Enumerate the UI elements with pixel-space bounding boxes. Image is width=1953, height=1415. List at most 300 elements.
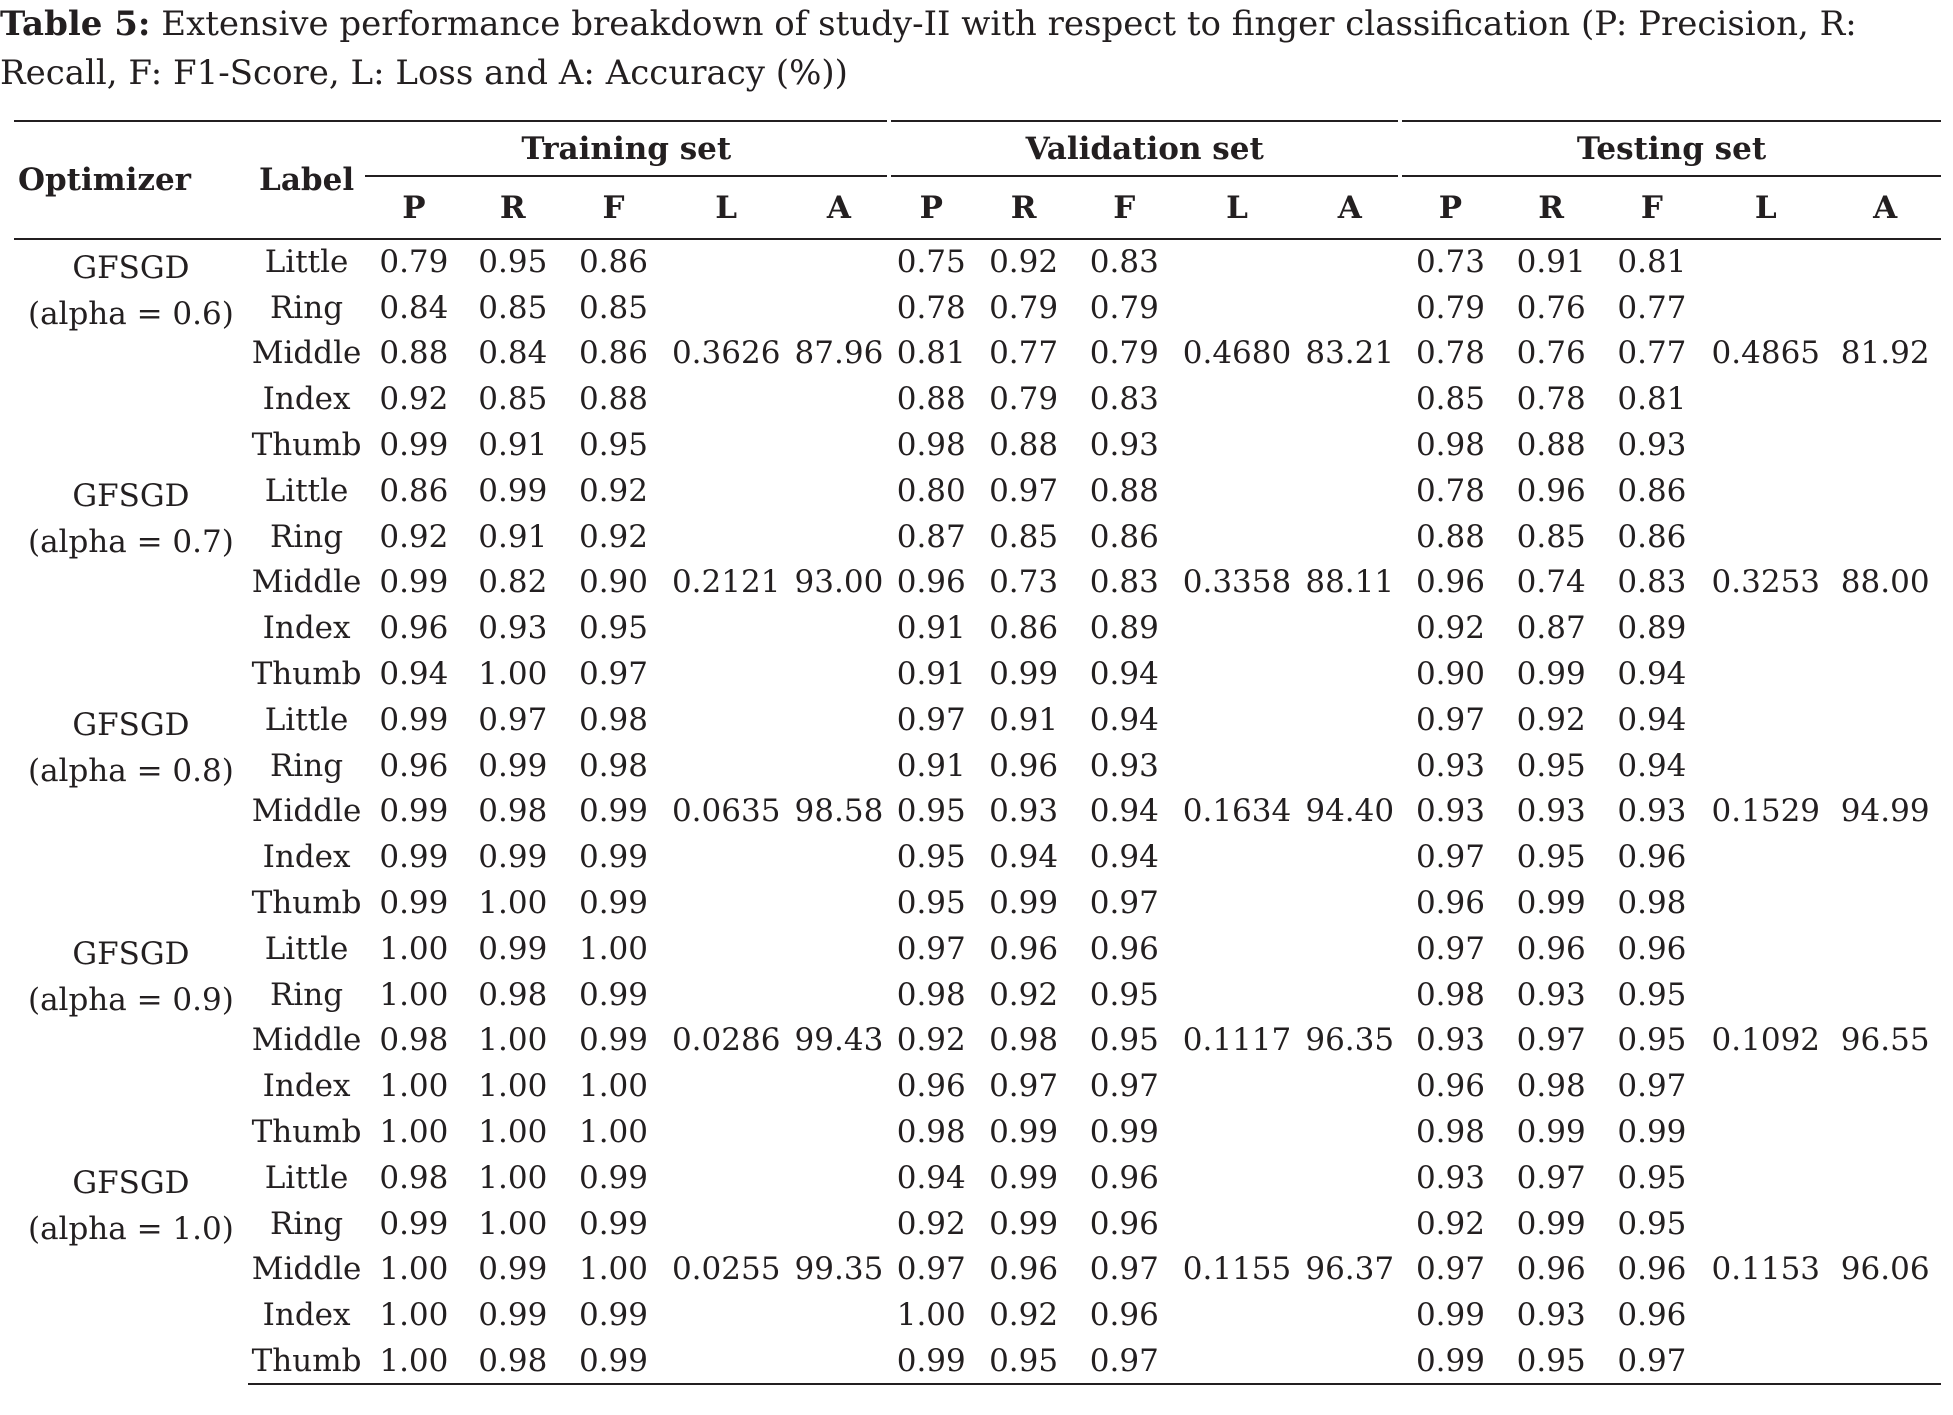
train-f1-cell: 1.00 xyxy=(578,1114,649,1151)
test-precision-cell: 0.97 xyxy=(1415,930,1485,967)
val-recall-cell: 0.98 xyxy=(989,1022,1059,1059)
train-loss-cell xyxy=(664,834,789,880)
train-f1-cell: 0.98 xyxy=(578,747,649,784)
val-loss-cell xyxy=(1175,422,1300,468)
val-precision-cell: 0.78 xyxy=(896,289,966,326)
header-validation-set: Validation set xyxy=(889,121,1400,176)
train-accuracy-cell xyxy=(789,880,890,926)
test-loss-cell xyxy=(1702,239,1829,285)
finger-label-cell: Thumb xyxy=(251,656,362,693)
optimizer-name: GFSGD xyxy=(72,706,190,743)
metric-header: R xyxy=(1501,176,1602,239)
val-precision-cell: 0.91 xyxy=(896,610,966,647)
test-recall-cell: 0.91 xyxy=(1516,244,1586,281)
train-loss-cell xyxy=(664,239,789,285)
train-f1-cell: 0.99 xyxy=(578,885,649,922)
test-recall-cell: 0.97 xyxy=(1516,1022,1586,1059)
optimizer-name: GFSGD xyxy=(72,1164,190,1201)
train-accuracy-cell: 87.96 xyxy=(794,335,884,372)
train-f1-cell: 0.95 xyxy=(578,610,649,647)
train-f1-cell: 0.90 xyxy=(578,564,649,601)
train-accuracy-cell: 93.00 xyxy=(794,564,884,601)
table-row xyxy=(14,1292,1941,1338)
train-precision-cell: 1.00 xyxy=(379,1251,449,1288)
train-accuracy-cell: 98.58 xyxy=(794,793,884,830)
train-precision-cell: 0.99 xyxy=(379,885,449,922)
test-accuracy-cell xyxy=(1829,1338,1941,1384)
test-loss-cell xyxy=(1702,422,1829,468)
test-loss-cell xyxy=(1702,605,1829,651)
test-f1-cell: 0.98 xyxy=(1617,885,1687,922)
finger-label-cell: Ring xyxy=(270,1205,344,1242)
train-recall-cell: 0.85 xyxy=(478,289,548,326)
val-recall-cell: 0.88 xyxy=(989,427,1059,464)
finger-label-cell: Little xyxy=(264,472,349,509)
train-precision-cell: 0.92 xyxy=(379,381,449,418)
optimizer-name: GFSGD xyxy=(72,935,190,972)
val-loss-cell: 0.4680 xyxy=(1182,335,1292,372)
val-accuracy-cell xyxy=(1299,1063,1400,1109)
test-f1-cell: 0.97 xyxy=(1617,1068,1687,1105)
train-loss-cell xyxy=(664,1155,789,1201)
val-f1-cell: 0.89 xyxy=(1089,610,1159,647)
val-recall-cell: 0.79 xyxy=(989,381,1059,418)
train-recall-cell: 1.00 xyxy=(478,656,548,693)
test-precision-cell: 0.90 xyxy=(1415,656,1485,693)
train-loss-cell xyxy=(664,651,789,697)
finger-label-cell: Index xyxy=(262,610,351,647)
table-row xyxy=(14,1063,1941,1109)
optimizer-cell xyxy=(14,697,248,926)
optimizer-alpha: (alpha = 0.7) xyxy=(27,523,234,560)
train-loss-cell xyxy=(664,1338,789,1384)
test-accuracy-cell xyxy=(1829,1155,1941,1201)
test-recall-cell: 0.93 xyxy=(1516,976,1586,1013)
train-precision-cell: 0.99 xyxy=(379,701,449,738)
table-container xyxy=(14,120,1941,1385)
val-f1-cell: 0.93 xyxy=(1089,747,1159,784)
val-accuracy-cell xyxy=(1299,1338,1400,1384)
train-precision-cell: 0.99 xyxy=(379,1205,449,1242)
test-loss-cell xyxy=(1702,285,1829,331)
table-row xyxy=(14,743,1941,789)
train-recall-cell: 0.99 xyxy=(478,747,548,784)
caption-text: Extensive performance breakdown of study-II with respect to finger classification (P: Precision, R: Recall, F: F1-Score, L: Loss and A: Accuracy (%)) xyxy=(0,4,1857,93)
train-f1-cell: 0.99 xyxy=(578,1159,649,1196)
test-loss-cell xyxy=(1702,1201,1829,1247)
finger-label-cell: Thumb xyxy=(251,427,362,464)
val-precision-cell: 0.91 xyxy=(896,656,966,693)
test-recall-cell: 0.87 xyxy=(1516,610,1586,647)
train-precision-cell: 0.99 xyxy=(379,839,449,876)
val-precision-cell: 0.92 xyxy=(896,1022,966,1059)
val-precision-cell: 1.00 xyxy=(896,1297,966,1334)
table-row xyxy=(14,697,1941,743)
val-f1-cell: 0.96 xyxy=(1089,1297,1159,1334)
val-f1-cell: 0.97 xyxy=(1089,1068,1159,1105)
val-f1-cell: 0.94 xyxy=(1089,701,1159,738)
test-f1-cell: 0.86 xyxy=(1617,472,1687,509)
val-loss-cell xyxy=(1175,1338,1300,1384)
test-precision-cell: 0.85 xyxy=(1415,381,1485,418)
train-loss-cell xyxy=(664,880,789,926)
val-loss-cell xyxy=(1175,605,1300,651)
train-precision-cell: 1.00 xyxy=(379,930,449,967)
train-loss-cell xyxy=(664,1292,789,1338)
val-f1-cell: 0.94 xyxy=(1089,793,1159,830)
test-precision-cell: 0.73 xyxy=(1415,244,1485,281)
test-precision-cell: 0.96 xyxy=(1415,885,1485,922)
train-loss-cell: 0.0286 xyxy=(671,1022,781,1059)
test-loss-cell xyxy=(1702,468,1829,514)
val-f1-cell: 0.97 xyxy=(1074,1338,1175,1384)
table-row xyxy=(14,789,1941,835)
train-loss-cell: 0.0635 xyxy=(671,793,781,830)
table-row xyxy=(14,285,1941,331)
test-f1-cell: 0.89 xyxy=(1617,610,1687,647)
table-body xyxy=(14,239,1941,1384)
train-accuracy-cell xyxy=(789,651,890,697)
train-recall-cell: 0.82 xyxy=(478,564,548,601)
val-f1-cell: 0.95 xyxy=(1089,1022,1159,1059)
test-precision-cell: 0.98 xyxy=(1415,1114,1485,1151)
train-precision-cell: 0.86 xyxy=(379,472,449,509)
test-recall-cell: 0.93 xyxy=(1516,1297,1586,1334)
metric-header: A xyxy=(789,176,890,239)
val-precision-cell: 0.95 xyxy=(896,793,966,830)
val-recall-cell: 0.94 xyxy=(989,839,1059,876)
optimizer-cell xyxy=(14,239,248,468)
test-loss-cell xyxy=(1702,1063,1829,1109)
val-recall-cell: 0.96 xyxy=(989,747,1059,784)
train-recall-cell: 0.99 xyxy=(478,930,548,967)
test-accuracy-cell: 88.00 xyxy=(1840,564,1930,601)
val-precision-cell: 0.95 xyxy=(896,885,966,922)
train-loss-cell xyxy=(664,422,789,468)
test-f1-cell: 0.94 xyxy=(1617,656,1687,693)
test-f1-cell: 0.77 xyxy=(1617,335,1687,372)
test-recall-cell: 0.88 xyxy=(1516,427,1586,464)
train-precision-cell: 0.98 xyxy=(379,1159,449,1196)
train-f1-cell: 0.92 xyxy=(578,518,649,555)
val-accuracy-cell xyxy=(1299,605,1400,651)
table-row xyxy=(14,468,1941,514)
val-recall-cell: 0.95 xyxy=(973,1338,1074,1384)
table-row xyxy=(14,1201,1941,1247)
train-f1-cell: 0.97 xyxy=(578,656,649,693)
test-loss-cell xyxy=(1702,880,1829,926)
table-row xyxy=(14,1109,1941,1155)
train-recall-cell: 0.91 xyxy=(478,427,548,464)
test-recall-cell: 0.74 xyxy=(1516,564,1586,601)
test-loss-cell xyxy=(1702,926,1829,972)
val-accuracy-cell xyxy=(1299,285,1400,331)
val-precision-cell: 0.92 xyxy=(896,1205,966,1242)
table-row xyxy=(14,926,1941,972)
train-recall-cell: 0.99 xyxy=(478,472,548,509)
test-f1-cell: 0.99 xyxy=(1617,1114,1687,1151)
test-loss-cell xyxy=(1702,743,1829,789)
train-precision-cell: 1.00 xyxy=(365,1338,462,1384)
train-precision-cell: 0.88 xyxy=(379,335,449,372)
test-precision-cell: 0.98 xyxy=(1415,427,1485,464)
val-recall-cell: 0.99 xyxy=(989,885,1059,922)
test-accuracy-cell xyxy=(1829,605,1941,651)
finger-label-cell: Thumb xyxy=(251,885,362,922)
train-precision-cell: 0.84 xyxy=(379,289,449,326)
optimizer-cell xyxy=(14,468,248,697)
test-f1-cell: 0.93 xyxy=(1617,427,1687,464)
test-precision-cell: 0.93 xyxy=(1415,1159,1485,1196)
train-loss-cell xyxy=(664,972,789,1018)
train-loss-cell xyxy=(664,285,789,331)
val-f1-cell: 0.97 xyxy=(1089,885,1159,922)
test-accuracy-cell xyxy=(1829,1201,1941,1247)
finger-label-cell: Ring xyxy=(270,976,344,1013)
train-recall-cell: 1.00 xyxy=(478,1159,548,1196)
val-accuracy-cell xyxy=(1299,651,1400,697)
test-precision-cell: 0.92 xyxy=(1415,1205,1485,1242)
test-accuracy-cell xyxy=(1829,1063,1941,1109)
val-precision-cell: 0.98 xyxy=(896,976,966,1013)
train-accuracy-cell xyxy=(789,972,890,1018)
train-accuracy-cell xyxy=(789,1063,890,1109)
finger-label-cell: Little xyxy=(264,701,349,738)
finger-label-cell: Little xyxy=(264,930,349,967)
test-loss-cell xyxy=(1702,697,1829,743)
val-loss-cell xyxy=(1175,880,1300,926)
test-recall-cell: 0.98 xyxy=(1516,1068,1586,1105)
train-accuracy-cell xyxy=(789,239,890,285)
test-loss-cell xyxy=(1702,1292,1829,1338)
table-row xyxy=(14,1018,1941,1064)
finger-label-cell: Little xyxy=(264,244,349,281)
test-f1-cell: 0.96 xyxy=(1617,1297,1687,1334)
finger-label-cell: Index xyxy=(262,1297,351,1334)
val-accuracy-cell xyxy=(1299,239,1400,285)
val-recall-cell: 0.96 xyxy=(989,1251,1059,1288)
table-row xyxy=(14,972,1941,1018)
table-row xyxy=(14,1338,1941,1384)
train-accuracy-cell xyxy=(789,697,890,743)
val-accuracy-cell: 88.11 xyxy=(1305,564,1395,601)
test-f1-cell: 0.83 xyxy=(1617,564,1687,601)
train-recall-cell: 0.98 xyxy=(462,1338,563,1384)
val-loss-cell xyxy=(1175,697,1300,743)
test-loss-cell: 0.1153 xyxy=(1711,1251,1821,1288)
train-accuracy-cell xyxy=(789,1155,890,1201)
table-row xyxy=(14,376,1941,422)
test-accuracy-cell xyxy=(1829,285,1941,331)
val-precision-cell: 0.87 xyxy=(896,518,966,555)
metric-header: R xyxy=(462,176,563,239)
header-testing-set: Testing set xyxy=(1400,121,1941,176)
test-f1-cell: 0.94 xyxy=(1617,701,1687,738)
val-loss-cell xyxy=(1175,1155,1300,1201)
finger-label-cell: Ring xyxy=(270,747,344,784)
val-loss-cell xyxy=(1175,972,1300,1018)
test-precision-cell: 0.96 xyxy=(1415,564,1485,601)
test-f1-cell: 0.97 xyxy=(1602,1338,1703,1384)
optimizer-alpha: (alpha = 1.0) xyxy=(27,1210,234,1247)
val-precision-cell: 0.95 xyxy=(896,839,966,876)
train-recall-cell: 1.00 xyxy=(478,1205,548,1242)
train-accuracy-cell xyxy=(789,1109,890,1155)
metric-header: F xyxy=(563,176,664,239)
test-recall-cell: 0.99 xyxy=(1516,885,1586,922)
train-accuracy-cell: 99.43 xyxy=(794,1022,884,1059)
train-f1-cell: 1.00 xyxy=(578,930,649,967)
test-precision-cell: 0.96 xyxy=(1415,1068,1485,1105)
finger-label-cell: Middle xyxy=(251,335,362,372)
test-precision-cell: 0.97 xyxy=(1415,839,1485,876)
val-loss-cell xyxy=(1175,1063,1300,1109)
train-accuracy-cell xyxy=(789,376,890,422)
val-f1-cell: 0.83 xyxy=(1089,381,1159,418)
val-f1-cell: 0.96 xyxy=(1089,1205,1159,1242)
val-recall-cell: 0.79 xyxy=(989,289,1059,326)
optimizer-cell xyxy=(14,1155,248,1384)
test-loss-cell: 0.1529 xyxy=(1711,793,1821,830)
test-precision-cell: 0.79 xyxy=(1415,289,1485,326)
finger-label-cell: Thumb xyxy=(251,1114,362,1151)
test-f1-cell: 0.81 xyxy=(1617,244,1687,281)
train-accuracy-cell xyxy=(789,468,890,514)
test-loss-cell: 0.3253 xyxy=(1711,564,1821,601)
table-row xyxy=(14,880,1941,926)
train-recall-cell: 0.97 xyxy=(478,701,548,738)
train-recall-cell: 0.91 xyxy=(478,518,548,555)
test-f1-cell: 0.96 xyxy=(1617,930,1687,967)
optimizer-name: GFSGD xyxy=(72,477,190,514)
test-accuracy-cell xyxy=(1829,1292,1941,1338)
val-f1-cell: 0.83 xyxy=(1089,564,1159,601)
val-accuracy-cell xyxy=(1299,697,1400,743)
finger-label-cell: Index xyxy=(262,381,351,418)
train-loss-cell: 0.3626 xyxy=(671,335,781,372)
val-accuracy-cell xyxy=(1299,834,1400,880)
val-precision-cell: 0.99 xyxy=(889,1338,973,1384)
train-accuracy-cell xyxy=(789,1292,890,1338)
finger-label-cell: Index xyxy=(262,839,351,876)
test-loss-cell xyxy=(1702,376,1829,422)
caption-label: Table 5: xyxy=(0,4,151,44)
val-accuracy-cell xyxy=(1299,468,1400,514)
test-accuracy-cell: 94.99 xyxy=(1840,793,1930,830)
train-precision-cell: 0.99 xyxy=(379,793,449,830)
test-accuracy-cell: 96.06 xyxy=(1840,1251,1930,1288)
test-recall-cell: 0.96 xyxy=(1516,930,1586,967)
val-f1-cell: 0.88 xyxy=(1089,472,1159,509)
finger-label-cell: Thumb xyxy=(248,1338,366,1384)
train-f1-cell: 0.86 xyxy=(578,244,649,281)
table-row xyxy=(14,651,1941,697)
train-f1-cell: 0.99 xyxy=(578,839,649,876)
train-recall-cell: 0.84 xyxy=(478,335,548,372)
val-precision-cell: 0.94 xyxy=(896,1159,966,1196)
metric-header: P xyxy=(889,176,973,239)
val-f1-cell: 0.79 xyxy=(1089,289,1159,326)
test-accuracy-cell xyxy=(1829,743,1941,789)
val-loss-cell xyxy=(1175,1292,1300,1338)
train-loss-cell xyxy=(664,743,789,789)
train-loss-cell xyxy=(664,1109,789,1155)
train-accuracy-cell xyxy=(789,514,890,560)
train-f1-cell: 0.99 xyxy=(578,793,649,830)
val-precision-cell: 0.97 xyxy=(896,930,966,967)
test-loss-cell xyxy=(1702,514,1829,560)
header-label: Label xyxy=(248,121,366,239)
train-f1-cell: 0.85 xyxy=(578,289,649,326)
train-loss-cell xyxy=(664,468,789,514)
val-f1-cell: 0.94 xyxy=(1089,839,1159,876)
optimizer-name: GFSGD xyxy=(72,250,190,286)
val-precision-cell: 0.80 xyxy=(896,472,966,509)
val-precision-cell: 0.97 xyxy=(896,1251,966,1288)
finger-label-cell: Middle xyxy=(251,1251,362,1288)
metric-header: R xyxy=(973,176,1074,239)
test-recall-cell: 0.95 xyxy=(1516,839,1586,876)
finger-label-cell: Little xyxy=(264,1159,349,1196)
test-recall-cell: 0.76 xyxy=(1516,335,1586,372)
test-accuracy-cell xyxy=(1829,651,1941,697)
table-row xyxy=(14,514,1941,560)
val-recall-cell: 0.91 xyxy=(989,701,1059,738)
train-recall-cell: 1.00 xyxy=(478,1022,548,1059)
table-row xyxy=(14,1155,1941,1201)
test-loss-cell xyxy=(1702,1155,1829,1201)
train-recall-cell: 0.85 xyxy=(478,381,548,418)
optimizer-cell xyxy=(14,926,248,1155)
table-row xyxy=(14,834,1941,880)
train-accuracy-cell xyxy=(789,285,890,331)
train-f1-cell: 0.86 xyxy=(578,335,649,372)
test-precision-cell: 0.78 xyxy=(1415,472,1485,509)
metric-header: L xyxy=(1175,176,1300,239)
val-recall-cell: 0.93 xyxy=(989,793,1059,830)
val-accuracy-cell xyxy=(1299,376,1400,422)
val-recall-cell: 0.77 xyxy=(989,335,1059,372)
val-precision-cell: 0.91 xyxy=(896,747,966,784)
train-precision-cell: 1.00 xyxy=(379,1297,449,1334)
test-accuracy-cell xyxy=(1829,697,1941,743)
val-accuracy-cell xyxy=(1299,880,1400,926)
val-f1-cell: 0.83 xyxy=(1089,244,1159,281)
val-accuracy-cell: 96.35 xyxy=(1305,1022,1395,1059)
val-loss-cell: 0.1155 xyxy=(1182,1251,1292,1288)
val-accuracy-cell: 96.37 xyxy=(1305,1251,1395,1288)
test-recall-cell: 0.85 xyxy=(1516,518,1586,555)
test-accuracy-cell xyxy=(1829,422,1941,468)
test-recall-cell: 0.78 xyxy=(1516,381,1586,418)
train-recall-cell: 0.99 xyxy=(478,1297,548,1334)
metric-header: L xyxy=(1702,176,1829,239)
header-optimizer: Optimizer xyxy=(14,121,248,239)
test-accuracy-cell: 96.55 xyxy=(1840,1022,1930,1059)
val-loss-cell xyxy=(1175,376,1300,422)
test-f1-cell: 0.93 xyxy=(1617,793,1687,830)
metric-header: P xyxy=(1400,176,1501,239)
train-recall-cell: 1.00 xyxy=(478,1114,548,1151)
test-loss-cell: 0.4865 xyxy=(1711,335,1821,372)
finger-label-cell: Ring xyxy=(270,289,344,326)
train-f1-cell: 0.99 xyxy=(578,976,649,1013)
train-loss-cell xyxy=(664,376,789,422)
val-loss-cell xyxy=(1175,468,1300,514)
train-accuracy-cell xyxy=(789,1338,890,1384)
train-f1-cell: 0.99 xyxy=(578,1022,649,1059)
optimizer-alpha: (alpha = 0.6) xyxy=(27,295,234,332)
